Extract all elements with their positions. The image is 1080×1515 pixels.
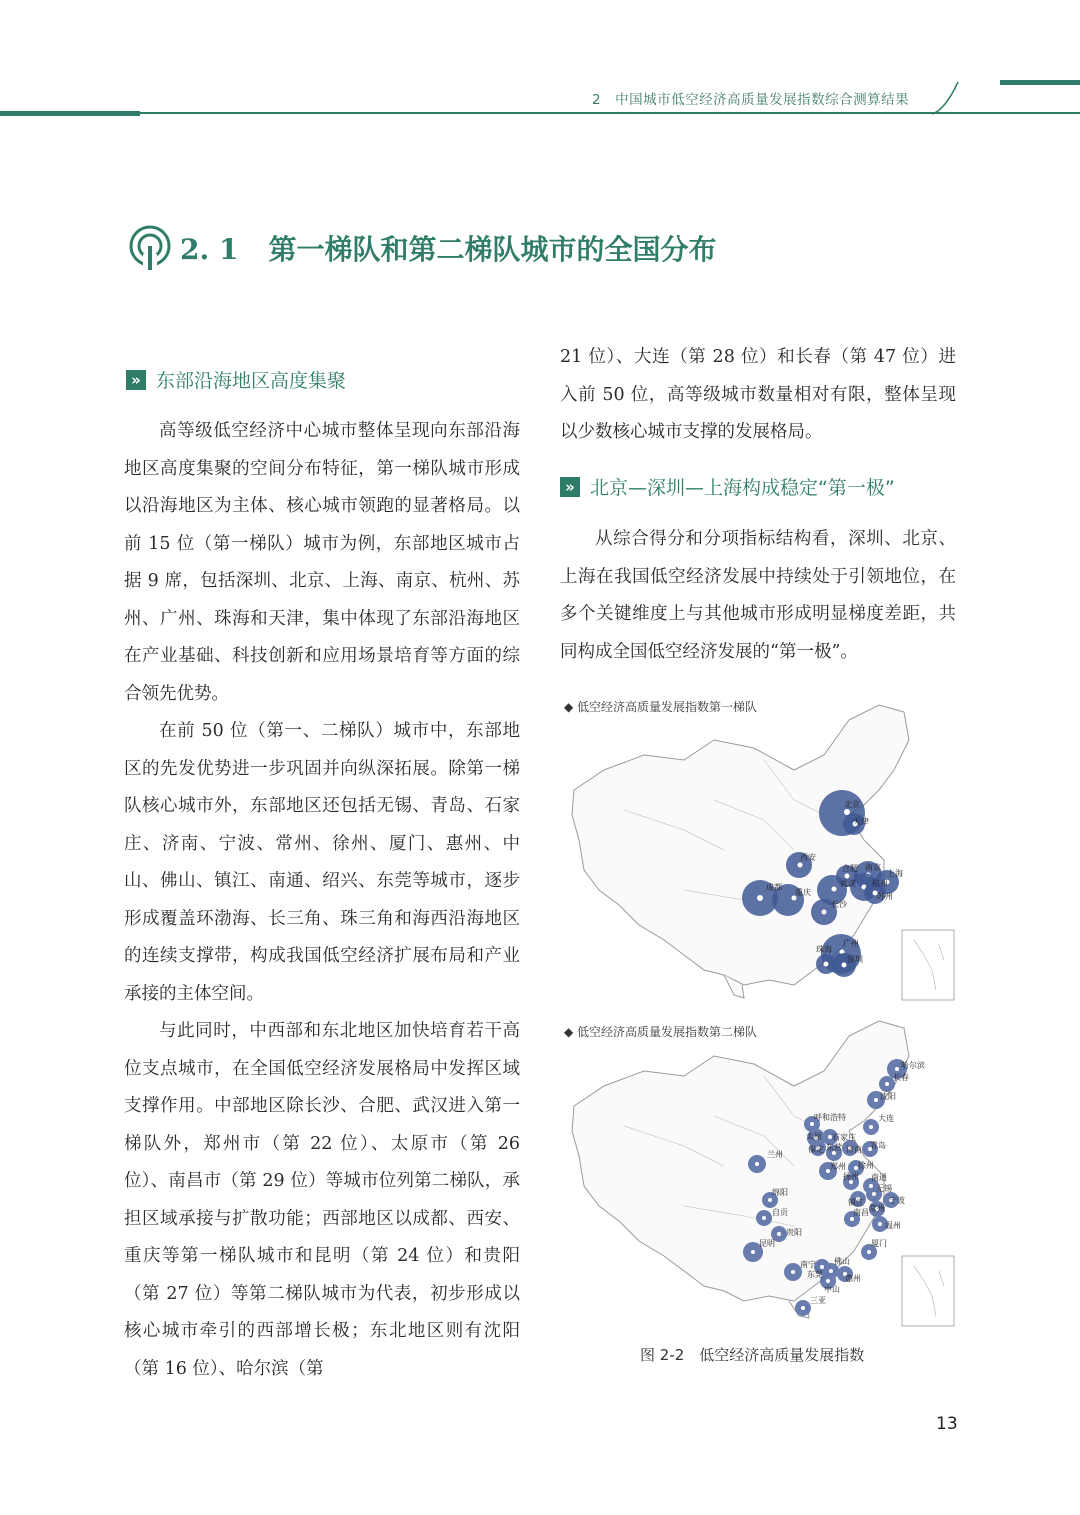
section-number: 2. 1 bbox=[180, 233, 239, 266]
map-tier1 bbox=[564, 700, 960, 1010]
city-label: 合肥 bbox=[842, 864, 858, 873]
city-label: 上海 bbox=[887, 869, 903, 878]
paragraph: 21 位）、大连（第 28 位）和长春（第 47 位）进入前 50 位，高等级城市数量相对有限，整体呈现以少数核心城市支撑的发展格局。 bbox=[560, 347, 956, 442]
paragraph: 在前 50 位（第一、二梯队）城市中，东部地区的先发优势进一步巩固并向纵深拓展。除第一梯队核心城市外，东部地区还包括无锡、青岛、石家庄、济南、宁波、常州、徐州、厦门、惠州、中山、佛山、镇江、南通、绍兴、东莞等城市，逐步形成覆盖环渤海、长三角、珠三角和海西沿海地区的连续支撑带，构成我国低空经济扩展布局和产业承接的主体空间。 bbox=[124, 721, 520, 1004]
city-label: 保定 bbox=[808, 1145, 824, 1154]
city-label: 扬州 bbox=[843, 1172, 859, 1181]
city-label: 东莞 bbox=[807, 1270, 823, 1279]
city-label: 自贡 bbox=[772, 1208, 788, 1217]
right-column-continued bbox=[560, 339, 956, 452]
header-accent-tab bbox=[1000, 80, 1080, 85]
city-label: 珠海 bbox=[816, 945, 832, 954]
header-rule bbox=[0, 112, 1080, 114]
page-number: 13 bbox=[936, 1414, 958, 1434]
paragraph: 从综合得分和分项指标结构看，深圳、北京、上海在我国低空经济发展中持续处于引领地位，在多个关键维度上与其他城市形成明显梯度差距，共同构成全国低空经济发展的“第一极”。 bbox=[560, 529, 956, 662]
running-header: 2 中国城市低空经济高质量发展指数综合测算结果 bbox=[592, 92, 910, 108]
city-label: 南京 bbox=[865, 863, 881, 872]
city-label: 镇江 bbox=[848, 1198, 864, 1207]
city-label: 贵阳 bbox=[786, 1228, 802, 1237]
city-label: 大连 bbox=[878, 1114, 894, 1123]
city-label: 长春 bbox=[893, 1073, 909, 1082]
city-label: 武汉 bbox=[840, 879, 856, 888]
city-label: 南通 bbox=[871, 1173, 887, 1182]
city-label: 深圳 bbox=[847, 955, 863, 964]
map1-title: ◆ 低空经济高质量发展指数第一梯队 bbox=[564, 700, 758, 714]
city-label: 石家庄 bbox=[832, 1133, 856, 1142]
paragraph: 高等级低空经济中心城市整体呈现向东部沿海地区高度集聚的空间分布特征，第一梯队城市形成以沿海地区为主体、核心城市领跑的显著格局。以前 15 位（第一梯队）城市为例，东部地区城市占据 9 席，包括深圳、北京、上海、南京、杭州、苏州、广州、珠海和天津，集中体现了东部沿海地区在产业基础、科技创新和应用场景培育等方面的综合领先优势。 bbox=[124, 421, 520, 704]
city-label: 佛山 bbox=[834, 1257, 850, 1266]
section-title-text: 第一梯队和第二梯队城市的全国分布 bbox=[268, 233, 717, 266]
city-label: 中山 bbox=[824, 1285, 840, 1294]
subheading-east-coast bbox=[126, 366, 346, 393]
city-label: 哈尔滨 bbox=[901, 1061, 925, 1070]
paragraph: 与此同时，中西部和东北地区加快培育若干高位支点城市，在全国低空经济发展格局中发挥区域支撑作用。中部地区除长沙、合肥、武汉进入第一梯队外，郑州市（第 22 位）、太原市（第 26 位）、南昌市（第 29 位）等城市位列第二梯队，承担区域承接与扩散功能；西部地区以成都、西安、重庆等第一梯队城市和昆明（第 24 位）和贵阳（第 27 位）等第二梯队城市为代表，初步形成以核心城市牵引的西部增长极；东北地区则有沈阳（第 16 位）、哈尔滨（第 bbox=[124, 1021, 520, 1379]
city-label: 绵阳 bbox=[772, 1188, 788, 1197]
city-label: 无锡 bbox=[876, 1184, 892, 1193]
subheading-first-pole bbox=[560, 473, 895, 500]
left-column-body bbox=[124, 413, 520, 1388]
city-label: 北京 bbox=[844, 800, 860, 809]
city-label: 沈阳 bbox=[880, 1092, 896, 1101]
right-column-body bbox=[560, 521, 956, 671]
city-label: 呼和浩特 bbox=[814, 1113, 846, 1122]
city-label: 惠州 bbox=[845, 1274, 861, 1283]
header-curve bbox=[930, 80, 960, 116]
city-label: 宁波 bbox=[889, 1196, 905, 1205]
subheading-text: 北京—深圳—上海构成稳定“第一极” bbox=[590, 477, 895, 499]
city-label: 重庆 bbox=[795, 888, 811, 897]
city-label: 常州 bbox=[869, 1204, 885, 1213]
city-label: 兰州 bbox=[767, 1150, 783, 1159]
city-label: 广州 bbox=[843, 939, 859, 948]
subheading-text: 东部沿海地区高度集聚 bbox=[156, 370, 347, 392]
city-label: 温州 bbox=[885, 1221, 901, 1230]
city-label: 太原 bbox=[806, 1132, 822, 1141]
city-label: 徐州 bbox=[858, 1161, 874, 1170]
city-label: 厦门 bbox=[871, 1239, 887, 1248]
city-label: 昆明 bbox=[759, 1239, 775, 1248]
signal-icon bbox=[126, 224, 174, 272]
city-label: 杭州 bbox=[872, 879, 888, 888]
double-chevron-icon: » bbox=[560, 477, 580, 497]
city-label: 郑州 bbox=[830, 1162, 846, 1171]
city-label: 成都 bbox=[766, 883, 782, 892]
city-label: 天津 bbox=[853, 817, 869, 826]
city-label: 西安 bbox=[800, 853, 816, 862]
city-label: 三亚 bbox=[810, 1296, 826, 1305]
city-label: 济南 bbox=[846, 1145, 862, 1154]
city-label: 南宁 bbox=[800, 1260, 816, 1269]
section-title bbox=[180, 228, 716, 268]
city-label: 南昌 bbox=[853, 1208, 869, 1217]
figure-caption: 图 2-2 低空经济高质量发展指数 bbox=[640, 1346, 865, 1364]
city-label: 青岛 bbox=[870, 1141, 886, 1150]
header-rule-accent bbox=[0, 111, 140, 116]
city-label: 苏州 bbox=[877, 892, 893, 901]
city-label: 东营 bbox=[826, 1143, 842, 1152]
double-chevron-icon: » bbox=[126, 370, 146, 390]
map-tier2 bbox=[564, 1016, 960, 1332]
map2-title: ◆ 低空经济高质量发展指数第二梯队 bbox=[564, 1025, 758, 1039]
city-label: 长沙 bbox=[831, 900, 847, 909]
